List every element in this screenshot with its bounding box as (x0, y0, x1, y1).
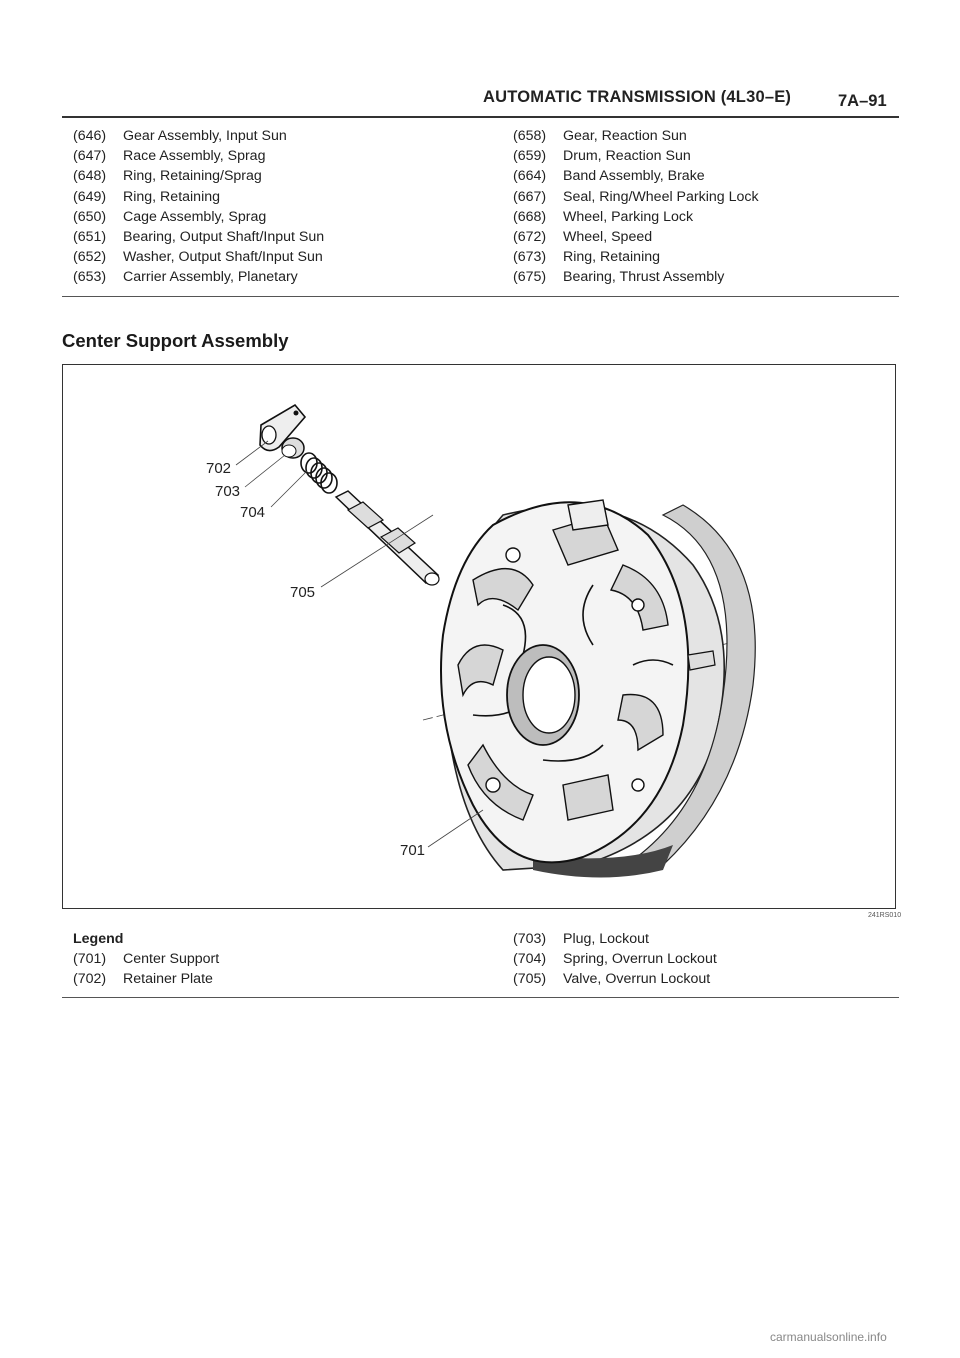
parts-list-item (73, 146, 324, 166)
part-description: Cage Assembly, Sprag (123, 208, 267, 225)
part-number: (673) (513, 249, 547, 266)
callout-label: 705 (290, 584, 316, 601)
parts-list-item (73, 267, 324, 287)
part-description: Bearing, Thrust Assembly (563, 269, 725, 286)
part-description: Wheel, Parking Lock (563, 208, 694, 225)
legend-description: Spring, Overrun Lockout (563, 951, 717, 968)
center-support-part (441, 500, 755, 878)
legend-item (513, 929, 717, 949)
watermark-text: carmanualsonline.info (770, 1330, 887, 1344)
callout-label: 701 (400, 842, 426, 859)
part-number: (658) (513, 128, 547, 144)
parts-list-item (73, 227, 324, 247)
part-description: Washer, Output Shaft/Input Sun (123, 249, 323, 266)
legend-description: Center Support (123, 951, 220, 968)
legend-number: (703) (513, 931, 547, 947)
part-description: Band Assembly, Brake (563, 168, 705, 185)
legend-item (513, 969, 717, 989)
part-description: Ring, Retaining (563, 249, 661, 266)
overrun-lockout-spring-part (301, 453, 337, 493)
part-number: (664) (513, 168, 547, 185)
page-number: 7A–91 (838, 92, 887, 110)
parts-list-item (513, 166, 759, 186)
legend-description: Plug, Lockout (563, 931, 649, 947)
legend-number: (704) (513, 951, 547, 968)
part-description: Gear, Reaction Sun (563, 128, 687, 144)
parts-list-item (73, 126, 324, 146)
legend-item (67, 949, 219, 969)
part-number: (668) (513, 208, 547, 225)
parts-list-item (73, 207, 324, 227)
page-header-title: AUTOMATIC TRANSMISSION (4L30–E) (483, 88, 792, 106)
part-description: Ring, Retaining/Sprag (123, 168, 262, 185)
parts-list-item (513, 247, 759, 267)
parts-list-item (513, 207, 759, 227)
legend-divider (62, 997, 899, 998)
parts-list-item (73, 247, 324, 267)
legend-number: (701) (73, 951, 107, 968)
legend-description: Retainer Plate (123, 971, 213, 988)
part-number: (651) (73, 229, 107, 246)
part-number: (648) (73, 168, 107, 185)
parts-list-divider (62, 296, 899, 297)
part-description: Gear Assembly, Input Sun (123, 128, 287, 144)
part-description: Carrier Assembly, Planetary (123, 269, 298, 286)
parts-list-item (513, 146, 759, 166)
part-number: (667) (513, 188, 547, 205)
legend-right (513, 929, 717, 990)
legend-item (67, 969, 219, 989)
callout-label: 702 (206, 460, 232, 477)
part-number: (647) (73, 148, 107, 165)
callout-label: 703 (215, 483, 241, 500)
lockout-plug-part (282, 438, 304, 458)
parts-list-item (73, 166, 324, 186)
part-description: Drum, Reaction Sun (563, 148, 691, 165)
part-description: Ring, Retaining (123, 188, 221, 205)
parts-list-item (73, 187, 324, 207)
callout-label: 704 (240, 504, 266, 521)
parts-list-item (513, 187, 759, 207)
figure-code: 241RS010 (868, 912, 902, 919)
legend-description: Valve, Overrun Lockout (563, 971, 711, 988)
part-number: (649) (73, 188, 107, 205)
part-number: (653) (73, 269, 107, 286)
legend-title: Legend (73, 931, 124, 947)
part-number: (650) (73, 208, 107, 225)
part-description: Seal, Ring/Wheel Parking Lock (563, 188, 759, 205)
parts-list-item (513, 126, 759, 146)
part-number: (652) (73, 249, 107, 266)
part-number: (659) (513, 148, 547, 165)
parts-list-item (513, 227, 759, 247)
part-number: (646) (73, 128, 107, 144)
header-rule (62, 116, 899, 118)
section-title: Center Support Assembly (62, 330, 289, 351)
part-number: (672) (513, 229, 547, 246)
legend-item (513, 949, 717, 969)
parts-list-right (513, 126, 759, 288)
part-description: Wheel, Speed (563, 229, 653, 246)
part-description: Race Assembly, Sprag (123, 148, 266, 165)
part-number: (675) (513, 269, 547, 286)
center-support-drawing (63, 365, 896, 909)
legend-number: (705) (513, 971, 547, 988)
legend-number: (702) (73, 971, 107, 988)
overrun-lockout-valve-part (336, 491, 439, 585)
part-description: Bearing, Output Shaft/Input Sun (123, 229, 325, 246)
legend-left (67, 929, 219, 990)
parts-list-item (513, 267, 759, 287)
parts-list-left (73, 126, 324, 288)
center-support-figure (62, 364, 896, 909)
